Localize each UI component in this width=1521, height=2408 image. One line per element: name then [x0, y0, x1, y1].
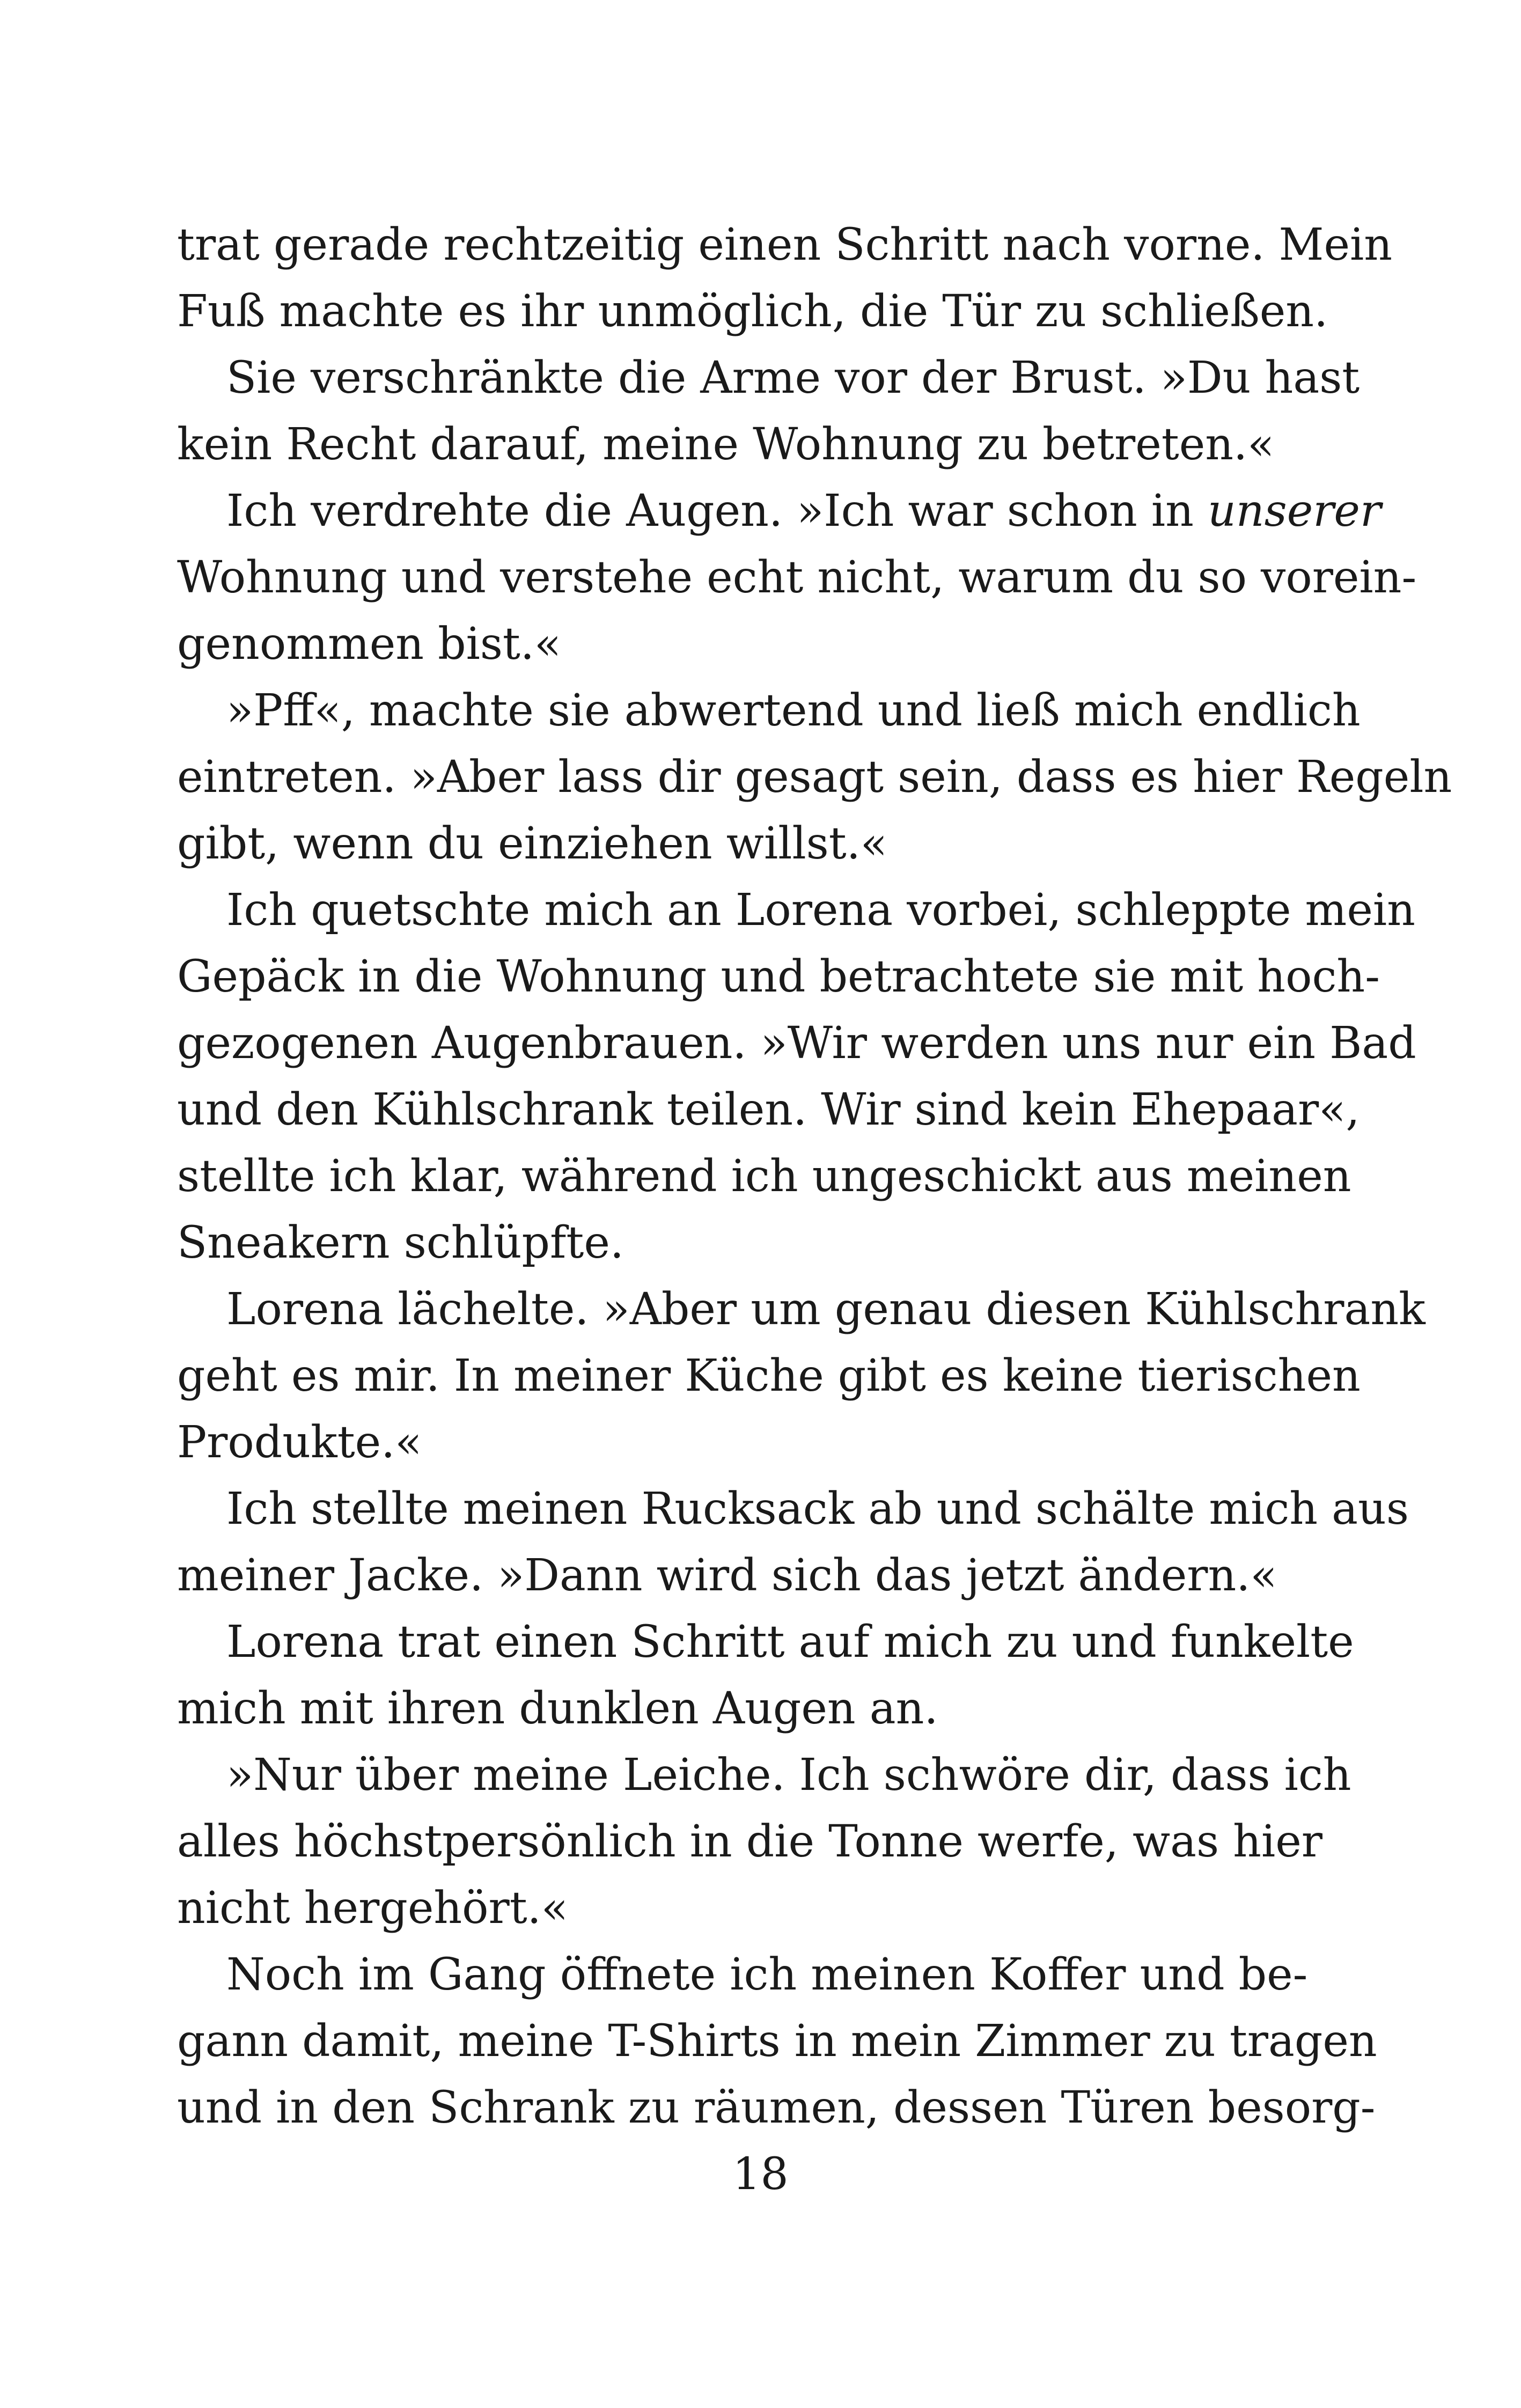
italic-emphasis: unserer [1207, 486, 1382, 537]
text-line [177, 611, 1255, 678]
text-line-content: Ich verdrehte die Augen. »Ich war schon in [226, 486, 1208, 537]
text-line [177, 744, 1452, 811]
page-number: 18 [732, 2149, 789, 2200]
text-line-content: Fuß machte es ihr unmöglich, die Tür zu schließen. [177, 286, 1328, 337]
text-line [177, 212, 1393, 278]
text-line [177, 545, 1417, 611]
text-line [177, 1077, 1360, 1143]
text-line-content: »Nur über meine Leiche. Ich schwöre dir, dass ich [226, 1750, 1351, 1801]
text-line-content: kein Recht darauf, meine Wohnung zu betreten.« [177, 419, 1275, 470]
text-line-content: und den Kühlschrank teilen. Wir sind kein Ehepaar«, [177, 1084, 1360, 1135]
text-line-content: Sie verschränkte die Arme vor der Brust. »Du hast [226, 353, 1360, 403]
text-line [177, 678, 1361, 744]
text-line-content: eintreten. »Aber lass dir gesagt sein, dass es hier Regeln [177, 752, 1452, 803]
text-line [177, 1010, 1416, 1077]
text-line [177, 478, 1382, 545]
text-line [177, 1809, 1322, 1875]
text-line [177, 1276, 1426, 1343]
text-line [177, 1409, 1255, 1476]
text-line-content: gibt, wenn du einziehen willst.« [177, 818, 887, 869]
text-line [177, 944, 1380, 1010]
text-line-content: nicht hergehört.« [177, 1883, 568, 1934]
text-line-content: Produkte.« [177, 1417, 422, 1468]
text-line-content: stellte ich klar, während ich ungeschickt aus meinen [177, 1151, 1351, 1202]
text-line-content: genommen bist.« [177, 619, 562, 670]
text-line-content: Lorena trat einen Schritt auf mich zu und funkelte [226, 1617, 1354, 1668]
text-line-content: Sneakern schlüpfte. [177, 1217, 624, 1268]
text-line [177, 1210, 1255, 1276]
text-line-content: alles höchstpersönlich in die Tonne werfe, was hier [177, 1816, 1322, 1867]
text-line [177, 811, 1255, 877]
text-line [177, 345, 1360, 412]
text-line-content: Ich stellte meinen Rucksack ab und schälte mich aus [226, 1484, 1409, 1535]
text-line [177, 278, 1328, 345]
text-line-content: gann damit, meine T-Shirts in mein Zimmer zu tragen [177, 2016, 1377, 2067]
text-line-content: Wohnung und verstehe echt nicht, warum du so vorein- [177, 552, 1417, 603]
text-line-content: geht es mir. In meiner Küche gibt es keine tierischen [177, 1350, 1361, 1401]
text-line-content: und in den Schrank zu räumen, dessen Türen besorg- [177, 2082, 1376, 2133]
text-line-content: »Pff«, machte sie abwertend und ließ mich endlich [226, 685, 1361, 736]
text-line-content: Gepäck in die Wohnung und betrachtete sie mit hoch- [177, 951, 1380, 1002]
text-line [177, 2008, 1377, 2075]
text-line-content: trat gerade rechtzeitig einen Schritt nach vorne. Mein [177, 219, 1393, 270]
text-line [177, 1609, 1354, 1676]
text-line [177, 1143, 1351, 1210]
text-line-content: mich mit ihren dunklen Augen an. [177, 1683, 938, 1734]
text-line [177, 1942, 1308, 2008]
text-line-content: Lorena lächelte. »Aber um genau diesen Kühlschrank [226, 1284, 1426, 1335]
text-line [177, 1543, 1277, 1609]
text-line [177, 412, 1275, 478]
text-line-content: gezogenen Augenbrauen. »Wir werden uns nur ein Bad [177, 1018, 1416, 1069]
text-line-content: Noch im Gang öffnete ich meinen Koffer und be- [226, 1949, 1308, 2000]
text-line-content: Ich quetschte mich an Lorena vorbei, schleppte mein [226, 885, 1415, 936]
text-line [177, 1476, 1409, 1543]
text-line [177, 1742, 1351, 1809]
text-line-content: meiner Jacke. »Dann wird sich das jetzt ändern.« [177, 1550, 1277, 1601]
text-line [177, 2075, 1376, 2141]
text-line [177, 1676, 1255, 1742]
text-line [177, 1343, 1361, 1409]
body-text [177, 212, 1452, 2141]
text-line [177, 877, 1415, 944]
text-line [177, 1875, 1255, 1942]
